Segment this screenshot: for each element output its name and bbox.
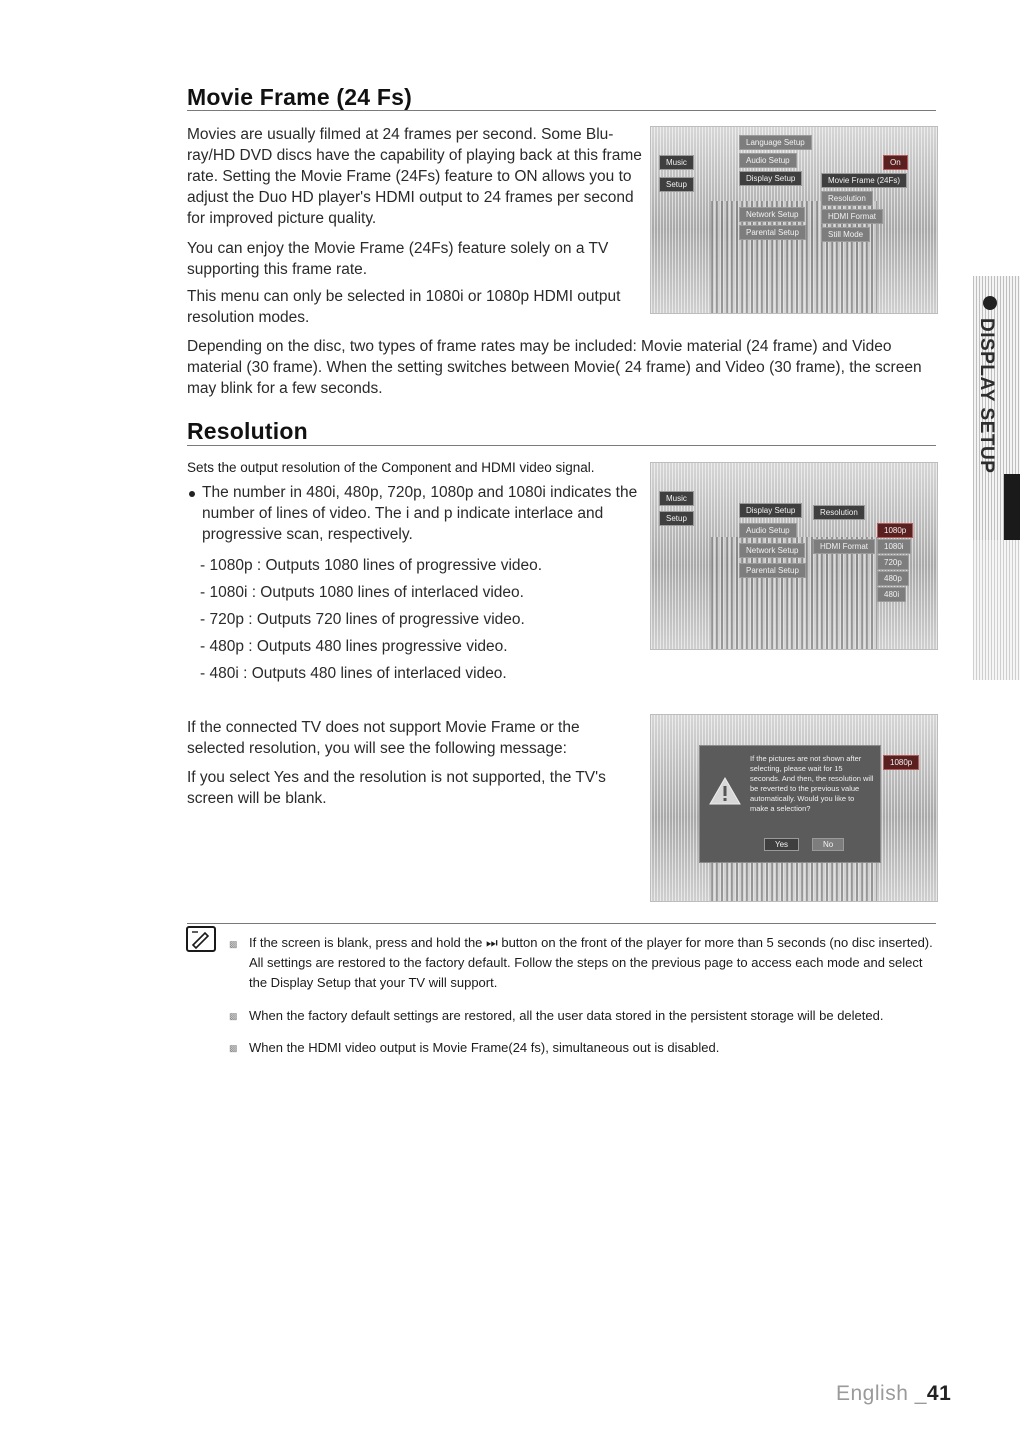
side-tab-label: DISPLAY SETUP bbox=[976, 318, 997, 474]
resolution-bullet: The number in 480i, 480p, 720p, 1080p and 1080i indicates the number of lines of video. The i and p indicate interlace and progressive scan, respectively. bbox=[202, 484, 638, 543]
screen-menu-music: Music bbox=[659, 491, 694, 506]
screen-menu-setup: Setup bbox=[659, 511, 694, 526]
section-divider bbox=[187, 110, 936, 111]
resolution-intro: Sets the output resolution of the Component and HDMI video signal. bbox=[187, 460, 595, 475]
screen-item-audio: Audio Setup bbox=[739, 153, 797, 168]
page-footer bbox=[836, 1382, 951, 1406]
section-divider bbox=[187, 445, 936, 446]
yes-button[interactable]: Yes bbox=[764, 838, 799, 851]
note-bullet-icon: ▩ bbox=[229, 1043, 238, 1053]
screen-item-audio: Audio Setup bbox=[739, 523, 797, 538]
resolution-item-720p: - 720p : Outputs 720 lines of progressive video. bbox=[200, 611, 525, 628]
movie-frame-paragraph-3: This menu can only be selected in 1080i or 1080p HDMI output resolution modes. bbox=[187, 288, 621, 326]
warning-dialog bbox=[699, 745, 881, 863]
screen-list-480p: 480p bbox=[877, 571, 909, 586]
screen-item-network: Network Setup bbox=[739, 543, 805, 558]
screen-option-resolution: Resolution bbox=[813, 505, 865, 520]
no-button[interactable]: No bbox=[812, 838, 844, 851]
screen-list-1080i: 1080i bbox=[877, 539, 911, 554]
screen-item-display: Display Setup bbox=[739, 503, 802, 518]
resolution-title: Resolution bbox=[187, 418, 308, 444]
resolution-item-1080p: - 1080p : Outputs 1080 lines of progressive video. bbox=[200, 557, 543, 574]
screen-item-language: Language Setup bbox=[739, 135, 812, 150]
note-icon bbox=[186, 926, 216, 952]
note-3: When the HDMI video output is Movie Frame(24 fs), simultaneous out is disabled. bbox=[249, 1040, 720, 1055]
resolution-item-480p: - 480p : Outputs 480 lines progressive video. bbox=[200, 638, 508, 655]
screen-item-parental: Parental Setup bbox=[739, 225, 806, 240]
screen-item-parental: Parental Setup bbox=[739, 563, 806, 578]
screen-option-still-mode: Still Mode bbox=[821, 227, 870, 242]
screen-item-network: Network Setup bbox=[739, 207, 805, 222]
unsupported-paragraph-2: If you select Yes and the resolution is not supported, the TV's screen will be blank. bbox=[187, 769, 606, 807]
screen-value-1080p: 1080p bbox=[883, 755, 919, 770]
screen-option-movie-frame: Movie Frame (24Fs) bbox=[821, 173, 907, 188]
side-tab-marker bbox=[1004, 474, 1020, 540]
note-1: If the screen is blank, press and hold the ⏭ button on the front of the player for more than 5 seconds (no disc inserted). All settings are restored to the factory default. Follow the steps on the previous page to access each mode and select the Display Setup that your TV will support. bbox=[249, 935, 933, 990]
warning-screenshot bbox=[650, 714, 938, 902]
footer-language: English _ bbox=[836, 1382, 927, 1405]
resolution-item-480i: - 480i : Outputs 480 lines of interlaced video. bbox=[200, 665, 507, 682]
movie-frame-paragraph-1: Movies are usually filmed at 24 frames per second. Some Blu-ray/HD DVD discs have the capability of playing back at this frame rate. Setting the Movie Frame (24Fs) feature to ON allows you to adjust the Duo HD player's HDMI output to 24 frames per second for improved picture quality. bbox=[187, 126, 642, 227]
notes-divider bbox=[187, 923, 936, 924]
screen-menu-music: Music bbox=[659, 155, 694, 170]
screen-item-display: Display Setup bbox=[739, 171, 802, 186]
screen-list-720p: 720p bbox=[877, 555, 909, 570]
side-tab-strip bbox=[973, 540, 1020, 680]
movie-frame-paragraph-2: You can enjoy the Movie Frame (24Fs) feature solely on a TV supporting this frame rate. bbox=[187, 240, 609, 278]
note-bullet-icon: ▩ bbox=[229, 939, 238, 949]
note-bullet-icon: ▩ bbox=[229, 1011, 238, 1021]
side-tab-dot bbox=[983, 296, 997, 310]
screen-list-480i: 480i bbox=[877, 587, 906, 602]
screen-list-1080p: 1080p bbox=[877, 523, 913, 538]
screen-option-hdmi-format: HDMI Format bbox=[813, 539, 875, 554]
screen-option-hdmi-format: HDMI Format bbox=[821, 209, 883, 224]
unsupported-paragraph-1: If the connected TV does not support Movie Frame or the selected resolution, you will see the following message: bbox=[187, 719, 580, 757]
screen-menu-setup: Setup bbox=[659, 177, 694, 192]
warning-icon bbox=[708, 776, 742, 806]
note-2: When the factory default settings are restored, all the user data stored in the persistent storage will be deleted. bbox=[249, 1008, 884, 1023]
movie-frame-screenshot bbox=[650, 126, 938, 314]
screen-option-resolution: Resolution bbox=[821, 191, 873, 206]
page-number: 41 bbox=[926, 1382, 952, 1405]
bullet-icon bbox=[189, 491, 195, 497]
resolution-item-1080i: - 1080i : Outputs 1080 lines of interlaced video. bbox=[200, 584, 524, 601]
movie-frame-paragraph-4: Depending on the disc, two types of frame rates may be included: Movie material (24 frame) and Video material (30 frame). When the setting switches between Movie( 24 frame) and Video (30 frame), the screen may blink for a few seconds. bbox=[187, 338, 922, 397]
screen-value-on: On bbox=[883, 155, 908, 170]
resolution-screenshot bbox=[650, 462, 938, 650]
movie-frame-title: Movie Frame (24 Fs) bbox=[187, 84, 412, 110]
warning-message: If the pictures are not shown after selecting, please wait for 15 seconds. And then, the resolution will be reverted to the previous value automatically. Would you like to make a selection? bbox=[750, 754, 874, 813]
